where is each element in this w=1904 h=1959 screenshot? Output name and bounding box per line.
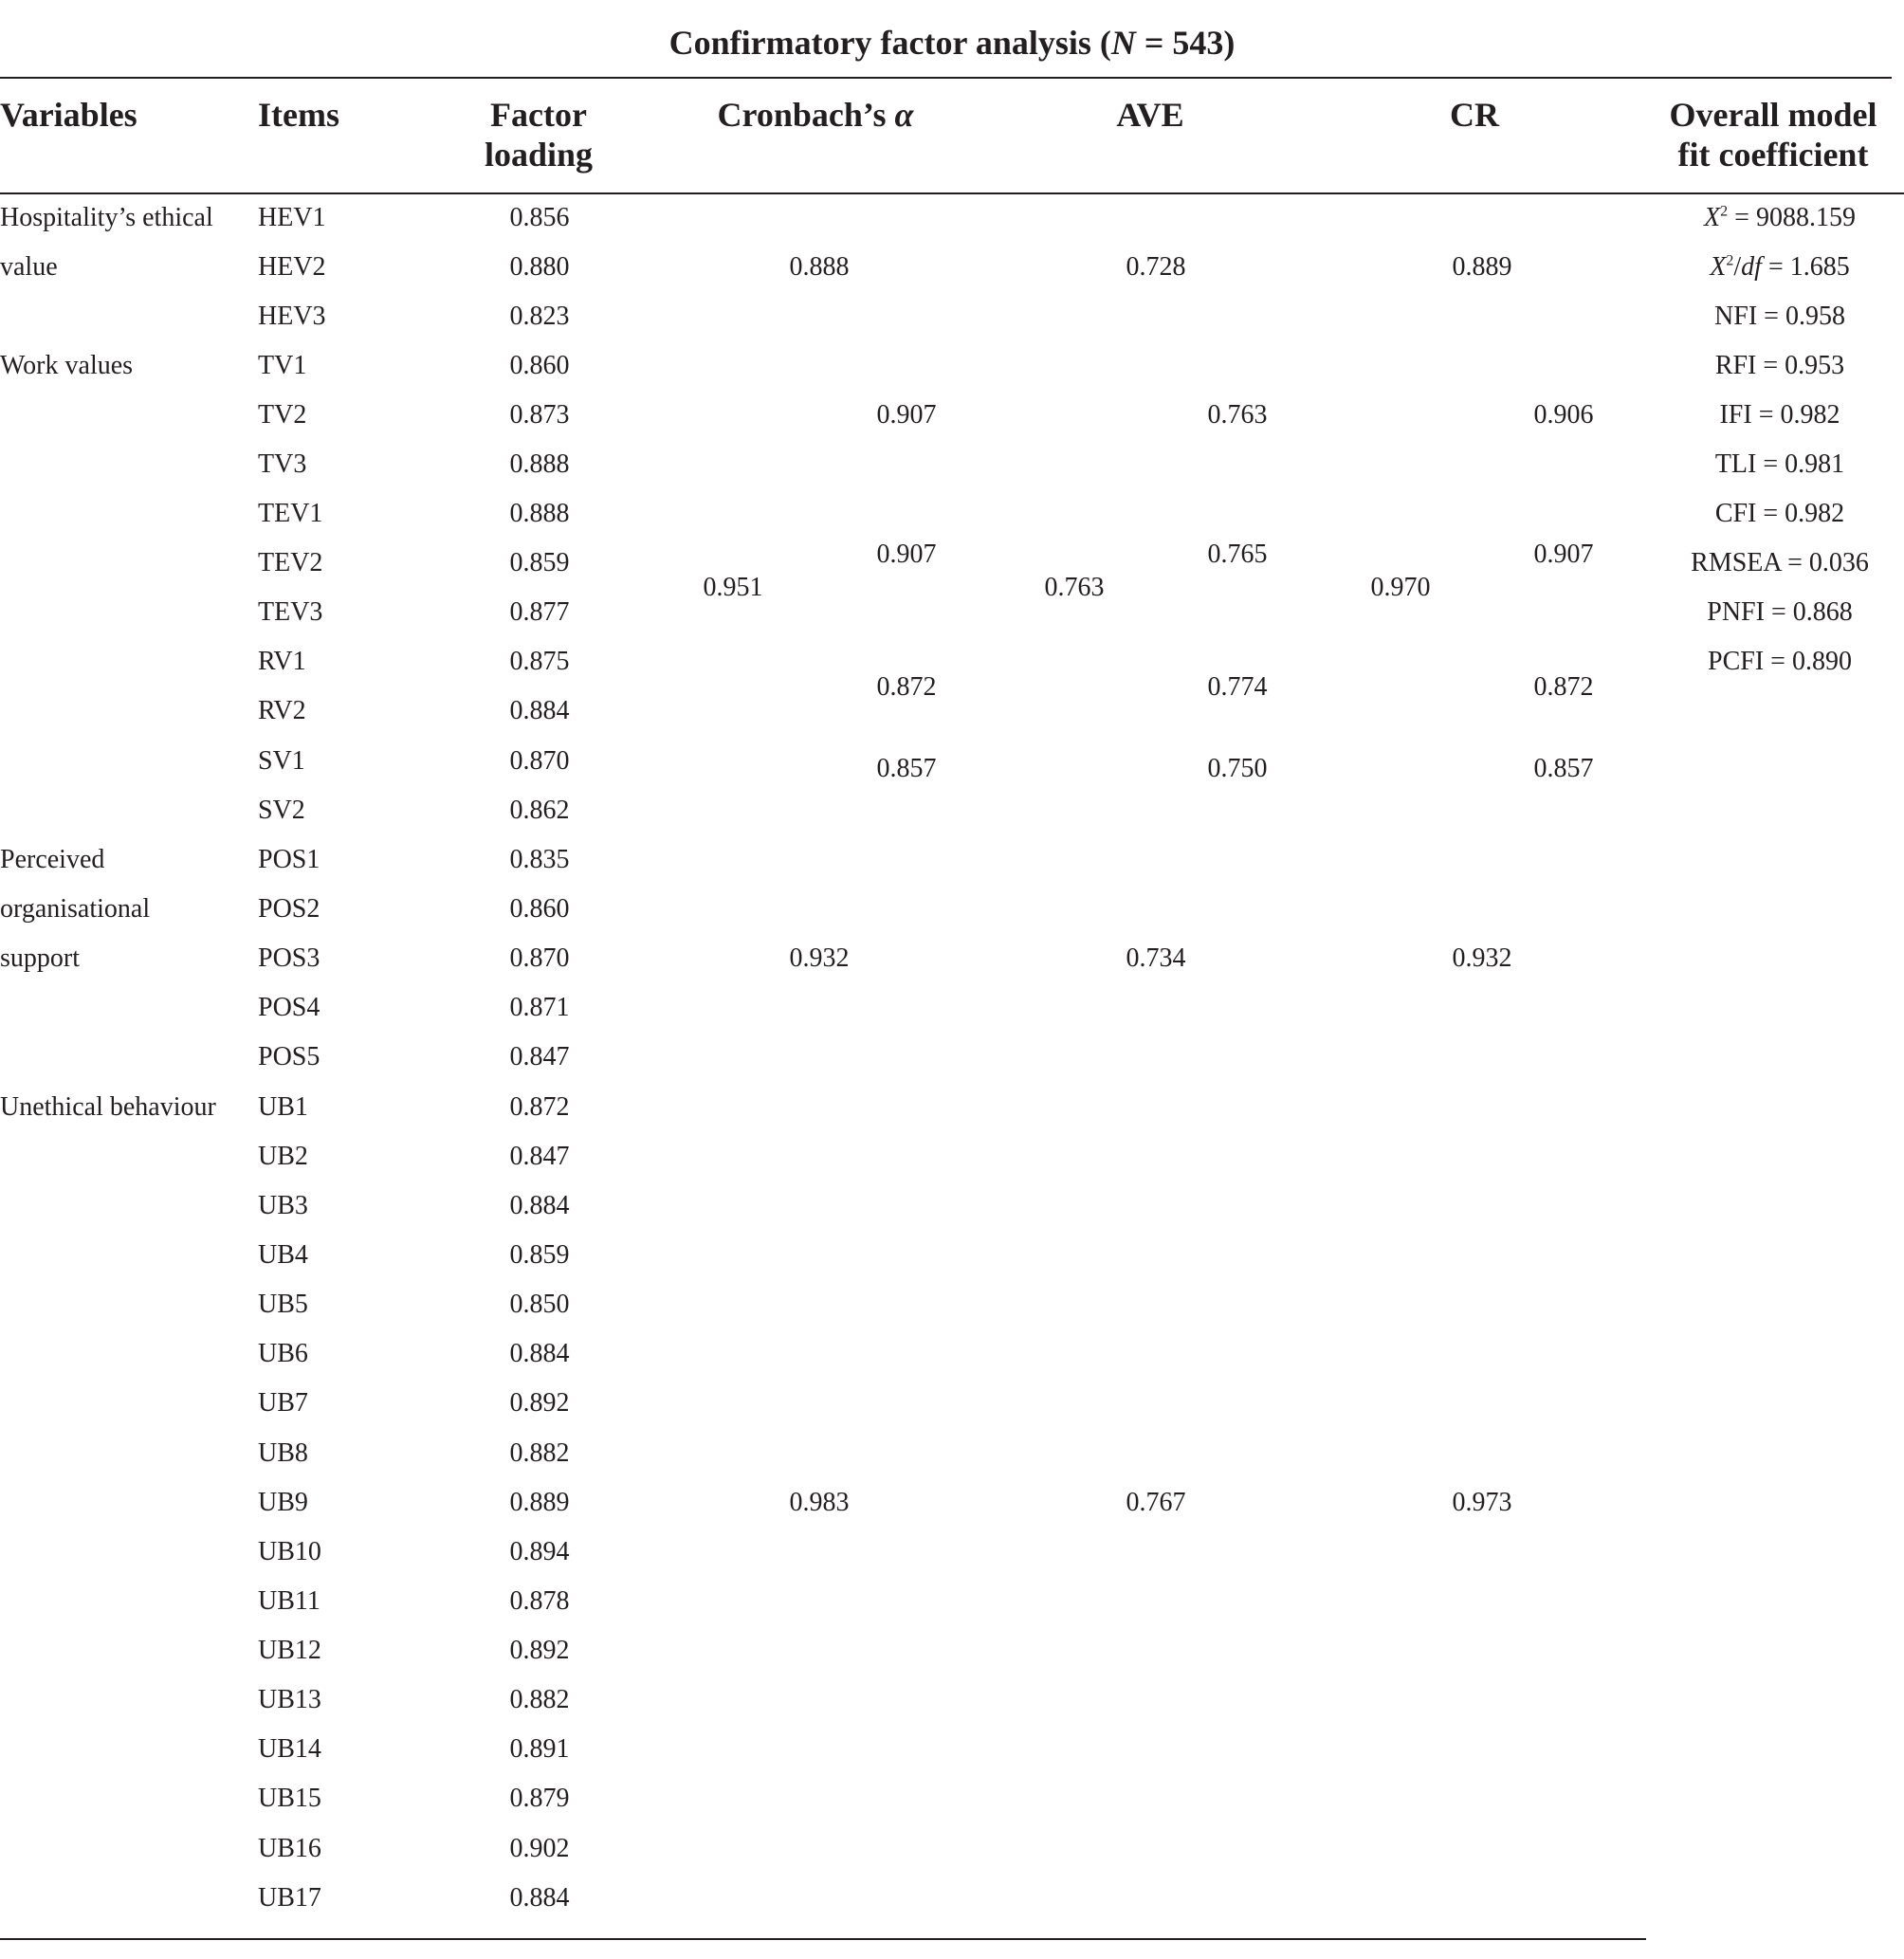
variable-pos-line1: Perceived (0, 845, 105, 874)
factor-loading: 0.847 (509, 1042, 570, 1071)
variable-ub: Unethical behaviour (0, 1092, 216, 1122)
fit-nfi: NFI = 0.958 (1714, 302, 1845, 331)
item-label: POS5 (258, 1042, 320, 1071)
item-label: POS4 (258, 993, 320, 1022)
item-label: UB11 (258, 1586, 320, 1616)
top-rule (0, 77, 1892, 79)
alpha-hev: 0.888 (789, 252, 850, 282)
factor-loading: 0.862 (509, 796, 570, 825)
factor-loading: 0.860 (509, 351, 570, 380)
item-label: SV1 (258, 746, 305, 776)
factor-loading: 0.878 (509, 1586, 570, 1616)
factor-loading: 0.859 (509, 1240, 570, 1270)
item-label: POS3 (258, 943, 320, 973)
factor-loading: 0.882 (509, 1685, 570, 1714)
factor-loading: 0.879 (509, 1784, 570, 1813)
header-cr: CR (1450, 96, 1499, 134)
fit-pcfi: PCFI = 0.890 (1708, 647, 1852, 676)
factor-loading: 0.892 (509, 1388, 570, 1418)
factor-loading: 0.884 (509, 1883, 570, 1913)
item-label: HEV3 (258, 302, 326, 331)
factor-loading: 0.847 (509, 1142, 570, 1171)
factor-loading: 0.888 (509, 449, 570, 479)
item-label: POS2 (258, 894, 320, 924)
fit-ifi: IFI = 0.982 (1719, 400, 1840, 430)
ave-hev: 0.728 (1126, 252, 1186, 282)
item-label: UB9 (258, 1488, 308, 1517)
alpha-tev: 0.907 (876, 540, 937, 569)
item-label: POS1 (258, 845, 320, 874)
factor-loading: 0.877 (509, 597, 570, 627)
ave-pos: 0.734 (1126, 943, 1186, 973)
factor-loading: 0.870 (509, 943, 570, 973)
factor-loading: 0.892 (509, 1636, 570, 1665)
factor-loading: 0.872 (509, 1092, 570, 1122)
cr-tv: 0.906 (1533, 400, 1594, 430)
item-label: SV2 (258, 796, 305, 825)
header-factor-loading: Factor loading (484, 96, 594, 174)
table-title: Confirmatory factor analysis (N = 543) (668, 24, 1236, 62)
factor-loading: 0.880 (509, 252, 570, 282)
ave-tev: 0.765 (1207, 540, 1268, 569)
factor-loading: 0.884 (509, 1339, 570, 1368)
factor-loading: 0.859 (509, 548, 570, 577)
factor-loading: 0.856 (509, 203, 570, 232)
item-label: UB1 (258, 1092, 308, 1122)
item-label: UB3 (258, 1191, 308, 1220)
item-label: UB6 (258, 1339, 308, 1368)
factor-loading: 0.860 (509, 894, 570, 924)
item-label: HEV2 (258, 252, 326, 282)
item-label: UB10 (258, 1537, 321, 1566)
factor-loading: 0.871 (509, 993, 570, 1022)
item-label: TEV3 (258, 597, 323, 627)
item-label: UB8 (258, 1438, 308, 1468)
item-label: UB16 (258, 1834, 321, 1863)
factor-loading: 0.889 (509, 1488, 570, 1517)
variable-pos-line3: support (0, 943, 80, 973)
item-label: UB12 (258, 1636, 321, 1665)
factor-loading: 0.902 (509, 1834, 570, 1863)
factor-loading: 0.823 (509, 302, 570, 331)
cr-sv: 0.857 (1533, 754, 1594, 783)
fit-pnfi: PNFI = 0.868 (1707, 597, 1853, 627)
item-label: TV2 (258, 400, 307, 430)
cr-pos: 0.932 (1452, 943, 1512, 973)
item-label: UB17 (258, 1883, 321, 1913)
item-label: RV1 (258, 647, 306, 676)
fit-chi-square-df: $X^2/df = 1.685$ (1710, 252, 1850, 282)
item-label: TV3 (258, 449, 307, 479)
alpha-ub: 0.983 (789, 1488, 850, 1517)
factor-loading: 0.882 (509, 1438, 570, 1468)
factor-loading: 0.850 (509, 1290, 570, 1319)
item-label: HEV1 (258, 203, 326, 232)
item-label: TEV2 (258, 548, 323, 577)
factor-loading: 0.894 (509, 1537, 570, 1566)
item-label: UB4 (258, 1240, 308, 1270)
factor-loading: 0.875 (509, 647, 570, 676)
header-variables: Variables (0, 96, 137, 134)
factor-loading: 0.884 (509, 1191, 570, 1220)
variable-pos-line2: organisational (0, 894, 151, 924)
header-ave: AVE (1116, 96, 1184, 134)
header-items: Items (258, 96, 339, 134)
item-label: UB14 (258, 1734, 321, 1764)
bottom-rule (0, 1938, 1646, 1940)
item-label: UB7 (258, 1388, 308, 1418)
ave-rv: 0.774 (1207, 672, 1268, 702)
fit-chi-square: $X^2 = 9088.159$ (1704, 203, 1856, 232)
ave-tv: 0.763 (1207, 400, 1268, 430)
cr-work-values: 0.970 (1370, 573, 1431, 602)
cr-tev: 0.907 (1533, 540, 1594, 569)
factor-loading: 0.835 (509, 845, 570, 874)
fit-tli: TLI = 0.981 (1714, 449, 1845, 479)
alpha-sv: 0.857 (876, 754, 937, 783)
variable-hev-line1: Hospitality’s ethical (0, 203, 213, 232)
factor-loading: 0.888 (509, 499, 570, 528)
cr-ub: 0.973 (1452, 1488, 1512, 1517)
header-rule (0, 192, 1904, 194)
item-label: UB13 (258, 1685, 321, 1714)
variable-work-values: Work values (0, 351, 134, 380)
alpha-tv: 0.907 (876, 400, 937, 430)
item-label: UB5 (258, 1290, 308, 1319)
ave-ub: 0.767 (1126, 1488, 1186, 1517)
ave-sv: 0.750 (1207, 754, 1268, 783)
header-cronbach-alpha: Cronbach’s α (717, 96, 914, 134)
item-label: TV1 (258, 351, 307, 380)
cr-hev: 0.889 (1452, 252, 1512, 282)
alpha-pos: 0.932 (789, 943, 850, 973)
factor-loading: 0.873 (509, 400, 570, 430)
item-label: RV2 (258, 696, 306, 725)
item-label: UB2 (258, 1142, 308, 1171)
factor-loading: 0.884 (509, 696, 570, 725)
ave-work-values: 0.763 (1044, 573, 1105, 602)
fit-cfi: CFI = 0.982 (1714, 499, 1845, 528)
item-label: UB15 (258, 1784, 321, 1813)
factor-loading: 0.870 (509, 746, 570, 776)
header-overall-fit: Overall model fit coefficient (1669, 96, 1877, 174)
alpha-work-values: 0.951 (703, 573, 763, 602)
variable-hev-line2: value (0, 252, 58, 282)
fit-rmsea: RMSEA = 0.036 (1691, 548, 1869, 577)
cr-rv: 0.872 (1533, 672, 1594, 702)
item-label: TEV1 (258, 499, 323, 528)
fit-rfi: RFI = 0.953 (1714, 351, 1845, 380)
factor-loading: 0.891 (509, 1734, 570, 1764)
alpha-rv: 0.872 (876, 672, 937, 702)
